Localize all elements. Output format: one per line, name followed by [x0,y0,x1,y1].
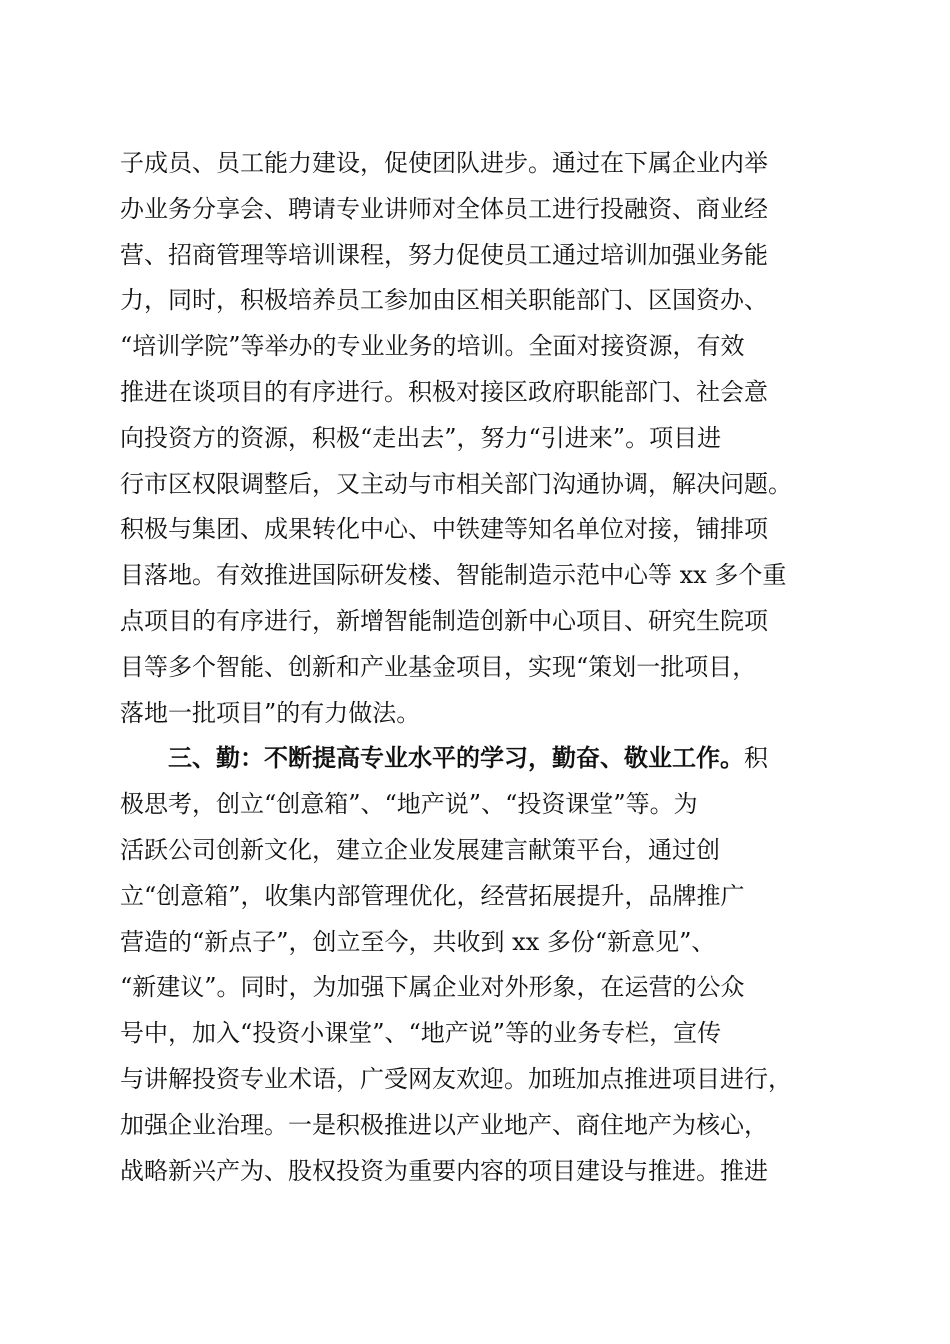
section-heading-line [120,736,835,782]
text-line: 办业务分享会、聘请专业讲师对全体员工进行投融资、商业经 [120,194,768,223]
text-line: 点项目的有序进行，新增智能制造创新中心项目、研究生院项 [120,606,768,635]
text-line: “培训学院”等举办的专业业务的培训。全面对接资源，有效 [120,332,745,361]
text-line: 极思考，创立“创意箱”、“地产说”、“投资课堂”等。为 [120,790,698,819]
text-line: 行市区权限调整后，又主动与市相关部门沟通协调，解决问题。 [120,469,792,498]
text-line: 战略新兴产为、股权投资为重要内容的项目建设与推进。推进 [120,1156,768,1185]
text-line: “新建议”。同时，为加强下属企业对外形象，在运营的公众 [120,973,745,1002]
text-line: 目落地。有效推进国际研发楼、智能制造示范中心等 xx 多个重 [120,561,787,590]
text-line: 目等多个智能、创新和产业基金项目，实现“策划一批项目， [120,652,757,681]
text-line: 号中，加入“投资小课堂”、“地产说”等的业务专栏，宣传 [120,1019,722,1048]
text-line: 向投资方的资源，积极“走出去”，努力“引进来”。项目进 [120,423,722,452]
heading-line-tail: 积 [744,744,768,773]
text-line: 力，同时，积极培养员工参加由区相关职能部门、区国资办、 [120,286,768,315]
text-line: 营、招商管理等培训课程，努力促使员工通过培训加强业务能 [120,240,768,269]
text-line: 立“创意箱”，收集内部管理优化，经营拓展提升，品牌推广 [120,881,745,910]
text-line: 积极与集团、成果转化中心、中铁建等知名单位对接，铺排项 [120,515,768,544]
section-heading: 三、勤：不断提高专业水平的学习，勤奋、敬业工作。 [168,744,744,773]
document-body [120,141,835,1194]
text-line: 与讲解投资专业术语，广受网友欢迎。加班加点推进项目进行， [120,1064,792,1093]
text-line: 加强企业治理。一是积极推进以产业地产、商住地产为核心， [120,1110,768,1139]
text-line: 营造的“新点子”，创立至今，共收到 xx 多份“新意见”、 [120,927,716,956]
text-line: 推进在谈项目的有序进行。积极对接区政府职能部门、社会意 [120,377,768,406]
text-line: 子成员、员工能力建设，促使团队进步。通过在下属企业内举 [120,149,768,177]
text-line: 落地一批项目”的有力做法。 [120,698,421,727]
text-line: 活跃公司创新文化，建立企业发展建言献策平台，通过创 [120,835,720,864]
